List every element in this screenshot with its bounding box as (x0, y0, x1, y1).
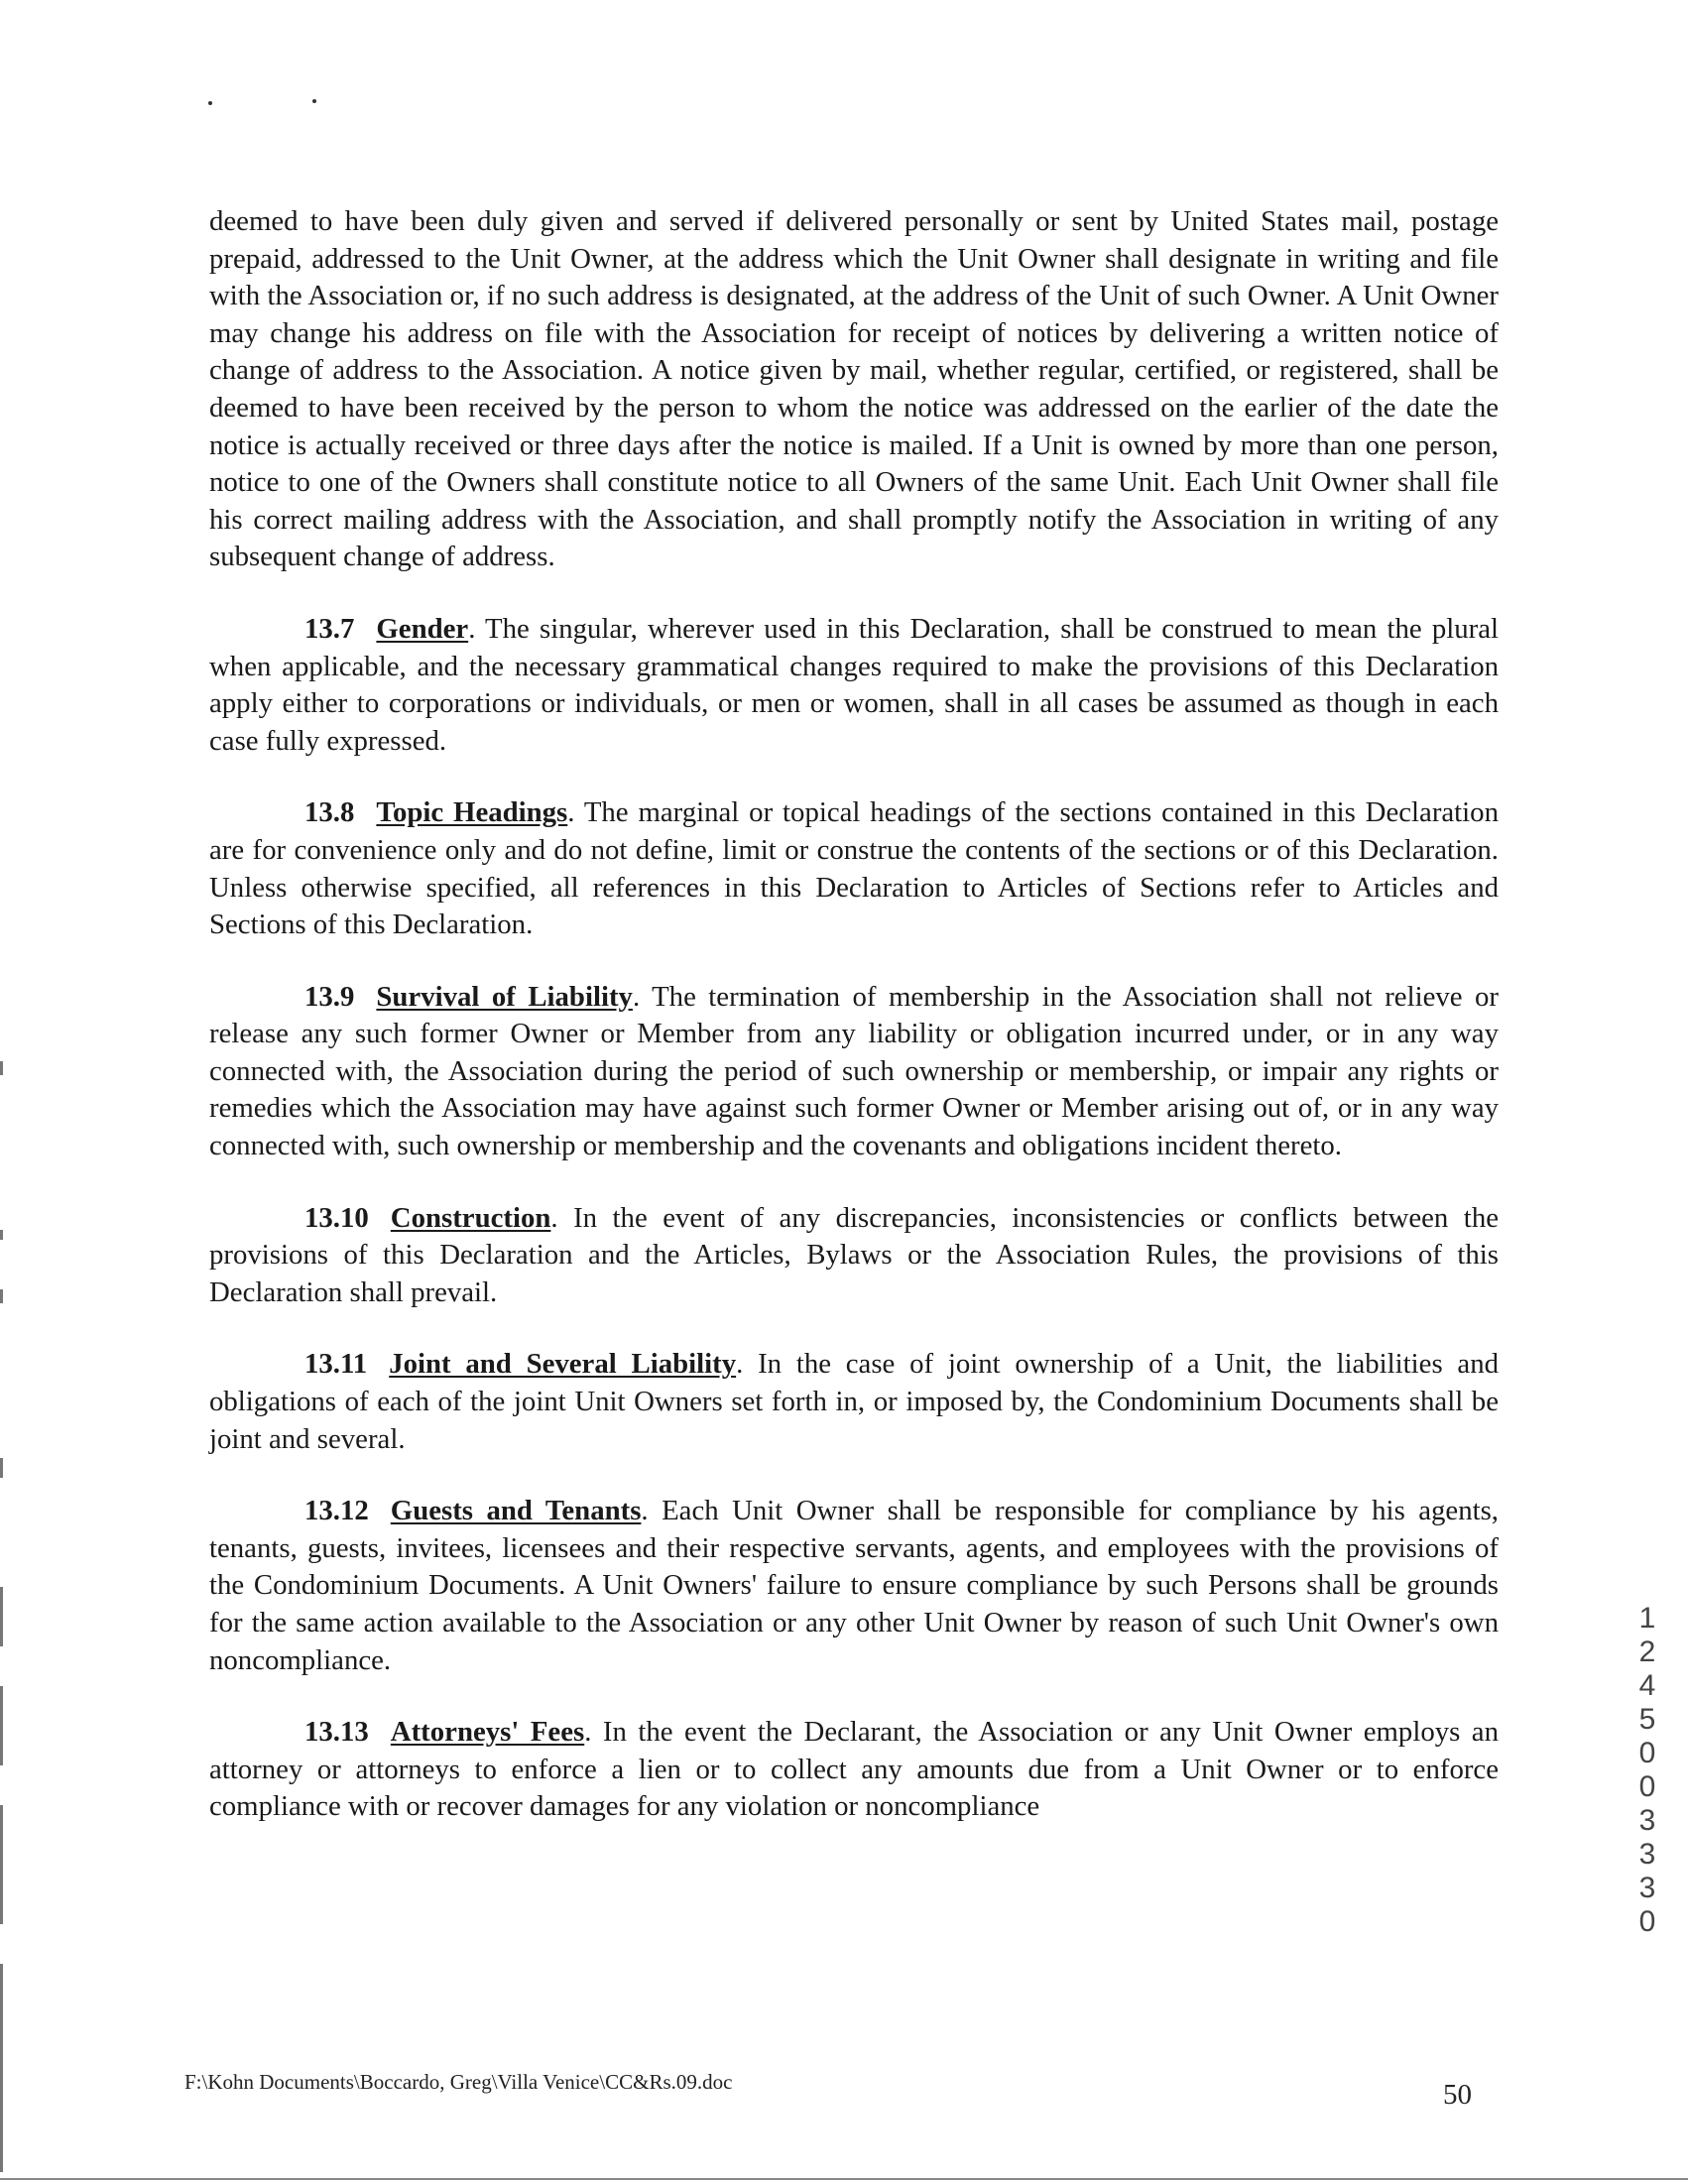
section-13-9 (209, 979, 1499, 1165)
section-13-11 (209, 1346, 1499, 1458)
section-text: . In the event the Declarant, the Association or any Unit Owner employs an attorney or attorneys to enforce a lien or to collect any amounts due from a Unit Owner or to enforce compliance with or recover damages for any violation or noncompliance (209, 1716, 1499, 1823)
section-text: . The termination of membership in the Association shall not relieve or release any such former Owner or Member from any liability or obligation incurred under, or in any way connected with, the Association during the period of such ownership or membership, or impair any rights or remedies which the Association may have against such former Owner or Member arising out of, or in any way connected with, such ownership or membership and the covenants and obligations incident thereto. (209, 980, 1499, 1162)
section-number: 13.12 (304, 1495, 369, 1527)
section-heading: Survival of Liability (376, 980, 633, 1013)
section-number: 13.8 (304, 796, 355, 829)
section-text: . In the event of any discrepancies, inconsistencies or conflicts between the provisions of this Declaration and the Articles, Bylaws or the Association Rules, the provisions of this Declaration shall prevail. (209, 1201, 1499, 1308)
side-document-number: 1245 0 03330 (1638, 1602, 1656, 1938)
document-body (209, 203, 1499, 1861)
section-text: . The singular, wherever used in this Declaration, shall be construed to mean the plural when applicable, and the necessary grammatical changes required to make the provisions of this Declaration apply either to corporations or individuals, or men or women, shall in all cases be assumed as though in each case fully expressed. (209, 612, 1499, 757)
section-text: . In the case of joint ownership of a Unit, the liabilities and obligations of each of the joint Unit Owners set forth in, or imposed by, the Condominium Documents shall be joint and several. (209, 1348, 1499, 1455)
section-number: 13.9 (304, 980, 355, 1013)
section-heading: Joint and Several Liability (389, 1348, 737, 1381)
section-heading: Attorneys' Fees (390, 1716, 585, 1749)
section-text: . Each Unit Owner shall be responsible for compliance by his agents, tenants, guests, invitees, licensees and their respective servants, agents, and employees with the provisions of the Condominium Documents. A Unit Owners' failure to ensure compliance by such Persons shall be grounds for the same action available to the Association or any other Unit Owner by reason of such Unit Owner's own noncompliance. (209, 1495, 1499, 1676)
scan-specks (208, 95, 337, 107)
section-13-13 (209, 1714, 1499, 1826)
section-number: 13.7 (304, 612, 355, 645)
scan-speck (312, 99, 316, 103)
intro-paragraph: deemed to have been duly given and served if delivered personally or sent by United States mail, postage prepaid, addressed to the Unit Owner, at the address which the Unit Owner shall designate in writing and file with the Association or, if no such address is designated, at the address of the Unit of such Owner. A Unit Owner may change his address on file with the Association for receipt of notices by delivering a written notice of change of address to the Association. A notice given by mail, whether regular, certified, or registered, shall be deemed to have been received by the person to whom the notice was addressed on the earlier of the date the notice is actually received or three days after the notice is mailed. If a Unit is owned by more than one person, notice to one of the Owners shall constitute notice to all Owners of the same Unit. Each Unit Owner shall file his correct mailing address with the Association, and shall promptly notify the Association in writing of any subsequent change of address. (209, 205, 1499, 573)
scan-speck (208, 101, 212, 105)
section-heading: Guests and Tenants (390, 1495, 642, 1527)
scan-bottom-edge (0, 2178, 1688, 2180)
section-13-12 (209, 1493, 1499, 1679)
section-heading: Construction (390, 1201, 551, 1234)
section-13-10 (209, 1200, 1499, 1312)
section-13-7 (209, 611, 1499, 760)
section-heading: Gender (376, 612, 469, 645)
section-number: 13.10 (304, 1201, 369, 1234)
section-text: . The marginal or topical headings of the sections contained in this Declaration are for convenience only and do not define, limit or construe the contents of the sections or of this Declaration. Unless otherwise specified, all references in this Declaration to Articles of Sections refer to Articles and Sections of this Declaration. (209, 796, 1499, 941)
page-number: 50 (1443, 2079, 1472, 2111)
section-13-8 (209, 794, 1499, 943)
section-number: 13.11 (304, 1348, 368, 1381)
section-heading: Topic Headings (376, 796, 568, 829)
section-number: 13.13 (304, 1716, 369, 1749)
footer-file-path: F:\Kohn Documents\Boccardo, Greg\Villa Venice\CC&Rs.09.doc (184, 2070, 733, 2094)
